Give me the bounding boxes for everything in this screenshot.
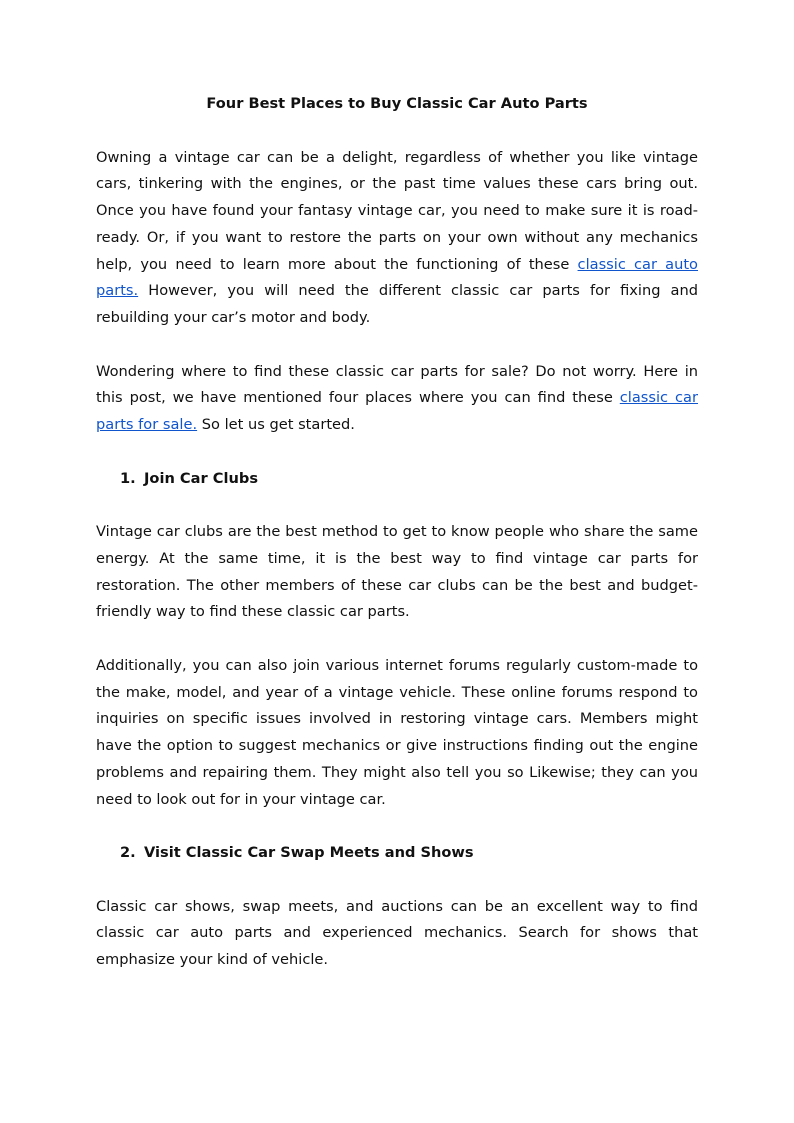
classic-car-auto-parts-link[interactable]: classic car auto parts.: [96, 255, 698, 300]
classic-car-parts-for-sale-link[interactable]: classic car parts for sale.: [96, 389, 698, 433]
section-number: 2.: [120, 844, 136, 861]
intro-text: Owning a vintage car can be a delight, regardless of whether you like vintage cars, tinkering with the engines, or the past time values these cars bring out. Once you have found your fantasy vintage car, you need to make sure it is road-ready. Or, if you want to restore the parts on your own without any mechanics help, you need to learn more about the functioning of these: [96, 148, 698, 273]
section-number: 1.: [120, 469, 136, 487]
section-heading-join-car-clubs: [96, 466, 698, 493]
wondering-paragraph: [96, 359, 698, 439]
document-page: [96, 91, 698, 974]
page-title: Four Best Places to Buy Classic Car Auto Parts: [206, 95, 588, 112]
car-shows-paragraph: Classic car shows, swap meets, and auctions can be an excellent way to find classic car auto parts and experienced mechanics. Search for shows that emphasize your kind of vehicle.: [96, 897, 698, 968]
internet-forums-paragraph: Additionally, you can also join various internet forums regularly custom-made to the make, model, and year of a vintage vehicle. These online forums respond to inquiries on specific issues involved in restoring vintage cars. Members might have the option to suggest mechanics or give instructions finding out the engine problems and repairing them. They might also tell you so Likewise; they can you need to look out for in your vintage car.: [96, 656, 698, 808]
intro-text-continued: However, you will need the different classic car parts for fixing and rebuilding your car’s motor and body.: [96, 282, 698, 326]
wondering-text: Wondering where to find these classic car parts for sale? Do not worry. Here in this post, we have mentioned four places where you can find these: [96, 362, 698, 407]
section-title: Join Car Clubs: [144, 469, 258, 487]
car-clubs-paragraph: Vintage car clubs are the best method to get to know people who share the same energy. At the same time, it is the best way to find vintage car parts for restoration. The other members of these car clubs can be the best and budget-friendly way to find these classic car parts.: [96, 523, 698, 621]
section-title: Visit Classic Car Swap Meets and Shows: [144, 844, 474, 861]
wondering-text-continued: So let us get started.: [197, 416, 355, 433]
section-heading-swap-meets-and-shows: [96, 840, 698, 867]
intro-paragraph: [96, 145, 698, 332]
